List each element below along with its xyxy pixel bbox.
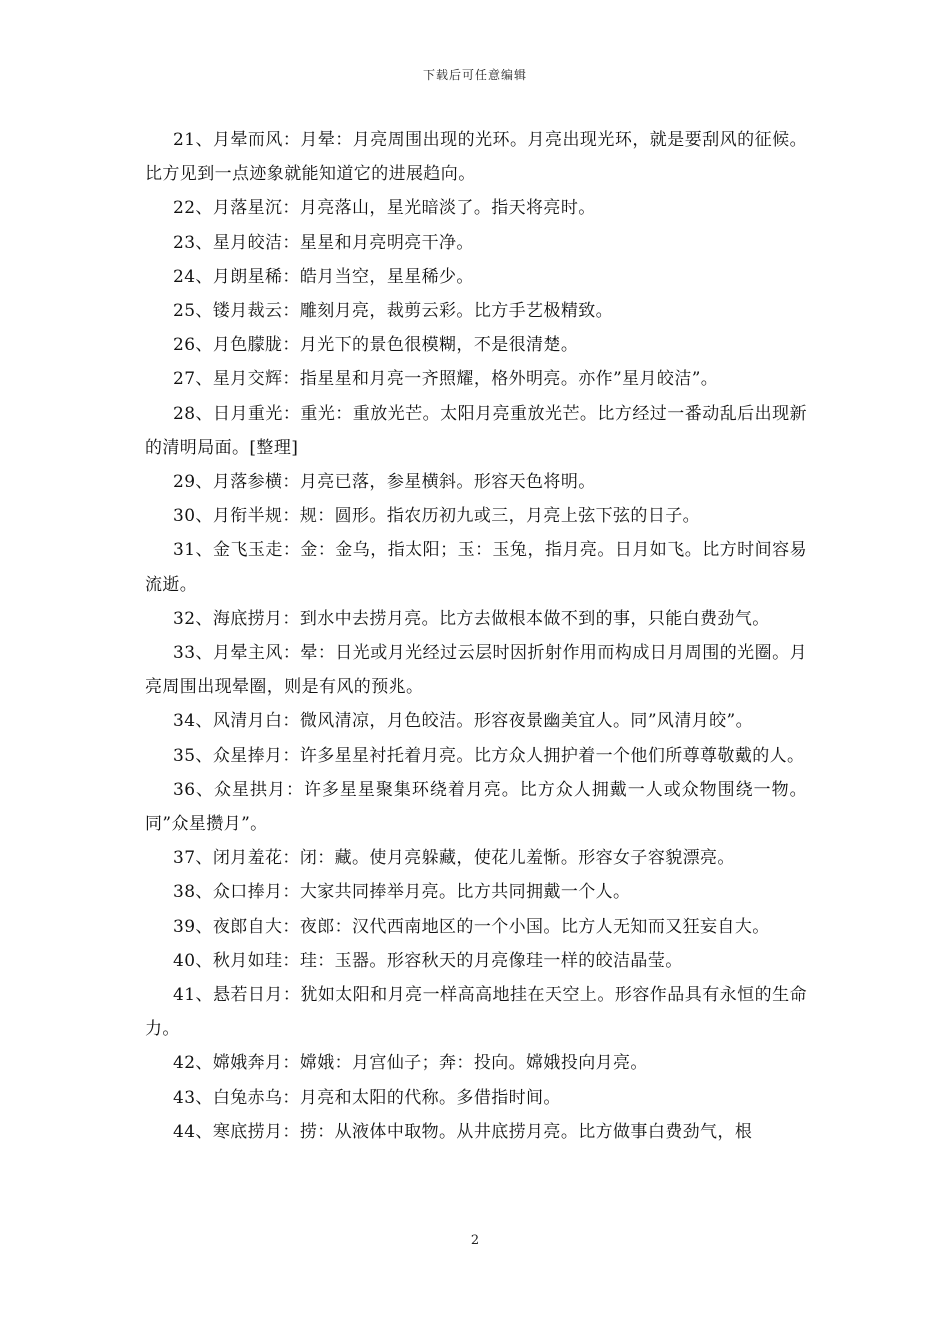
idiom-entry: 43、白兔赤乌：月亮和太阳的代称。多借指时间。 bbox=[173, 1087, 561, 1108]
idiom-entry: 22、月落星沉：月亮落山，星光暗淡了。指天将亮时。 bbox=[173, 198, 596, 219]
idiom-entry: 24、月朗星稀：皓月当空，星星稀少。 bbox=[173, 266, 474, 287]
idiom-entry: 26、月色朦胧：月光下的景色很模糊，不是很清楚。 bbox=[173, 335, 579, 356]
idiom-entry: 33、月晕主风：晕：日光或月光经过云层时因折射作用而构成日月周围的光圈。月亮周围出现晕圈，则是有风的预兆。 bbox=[145, 643, 807, 698]
idiom-entry: 23、星月皎洁：星星和月亮明亮干净。 bbox=[173, 232, 474, 253]
idiom-entry: 40、秋月如珪：珪：玉器。形容秋天的月亮像珪一样的皎洁晶莹。 bbox=[173, 950, 683, 971]
idiom-entry: 28、日月重光：重光：重放光芒。太阳月亮重放光芒。比方经过一番动乱后出现新的清明局面。[整理] bbox=[145, 403, 807, 458]
page-header: 下载后可任意编辑 bbox=[422, 68, 527, 82]
idiom-entry: 34、风清月白：微风清凉，月色皎洁。形容夜景幽美宜人。同”风清月皎”。 bbox=[173, 711, 754, 732]
idiom-entry: 38、众口捧月：大家共同捧举月亮。比方共同拥戴一个人。 bbox=[173, 882, 631, 903]
idiom-entry: 21、月晕而风：月晕：月亮周围出现的光环。月亮出现光环，就是要刮风的征候。比方见到一点迹象就能知道它的进展趋向。 bbox=[145, 130, 807, 185]
idiom-entry: 41、悬若日月：犹如太阳和月亮一样高高地挂在天空上。形容作品具有永恒的生命力。 bbox=[145, 985, 807, 1040]
idiom-entry: 31、金飞玉走：金：金乌，指太阳；玉：玉兔，指月亮。日月如飞。比方时间容易流逝。 bbox=[145, 540, 807, 595]
idiom-entry: 25、镂月裁云：雕刻月亮，裁剪云彩。比方手艺极精致。 bbox=[173, 301, 614, 322]
idiom-entry: 44、寒底捞月：捞：从液体中取物。从井底捞月亮。比方做事白费劲气，根 bbox=[173, 1121, 753, 1142]
idiom-entry: 32、海底捞月：到水中去捞月亮。比方去做根本做不到的事，只能白费劲气。 bbox=[173, 608, 770, 629]
idiom-entry: 39、夜郎自大：夜郎：汉代西南地区的一个小国。比方人无知而又狂妄自大。 bbox=[173, 916, 770, 937]
idiom-entry: 30、月衔半规：规：圆形。指农历初九或三，月亮上弦下弦的日子。 bbox=[173, 506, 701, 527]
document-body bbox=[145, 123, 807, 1149]
idiom-entry: 29、月落参横：月亮已落，参星横斜。形容天色将明。 bbox=[173, 472, 596, 493]
idiom-entry: 42、嫦娥奔月：嫦娥：月宫仙子；奔：投向。嫦娥投向月亮。 bbox=[173, 1053, 648, 1074]
idiom-entry: 35、众星捧月：许多星星衬托着月亮。比方众人拥护着一个他们所尊尊敬戴的人。 bbox=[173, 745, 805, 766]
idiom-entry: 37、闭月羞花：闭：藏。使月亮躲藏，使花儿羞惭。形容女子容貌漂亮。 bbox=[173, 848, 735, 869]
idiom-entry: 36、众星拱月：许多星星聚集环绕着月亮。比方众人拥戴一人或众物围绕一物。同”众星攒月”。 bbox=[145, 779, 807, 835]
page-number: 2 bbox=[470, 1233, 480, 1248]
idiom-entry: 27、星月交辉：指星星和月亮一齐照耀，格外明亮。亦作”星月皎洁”。 bbox=[173, 369, 719, 390]
